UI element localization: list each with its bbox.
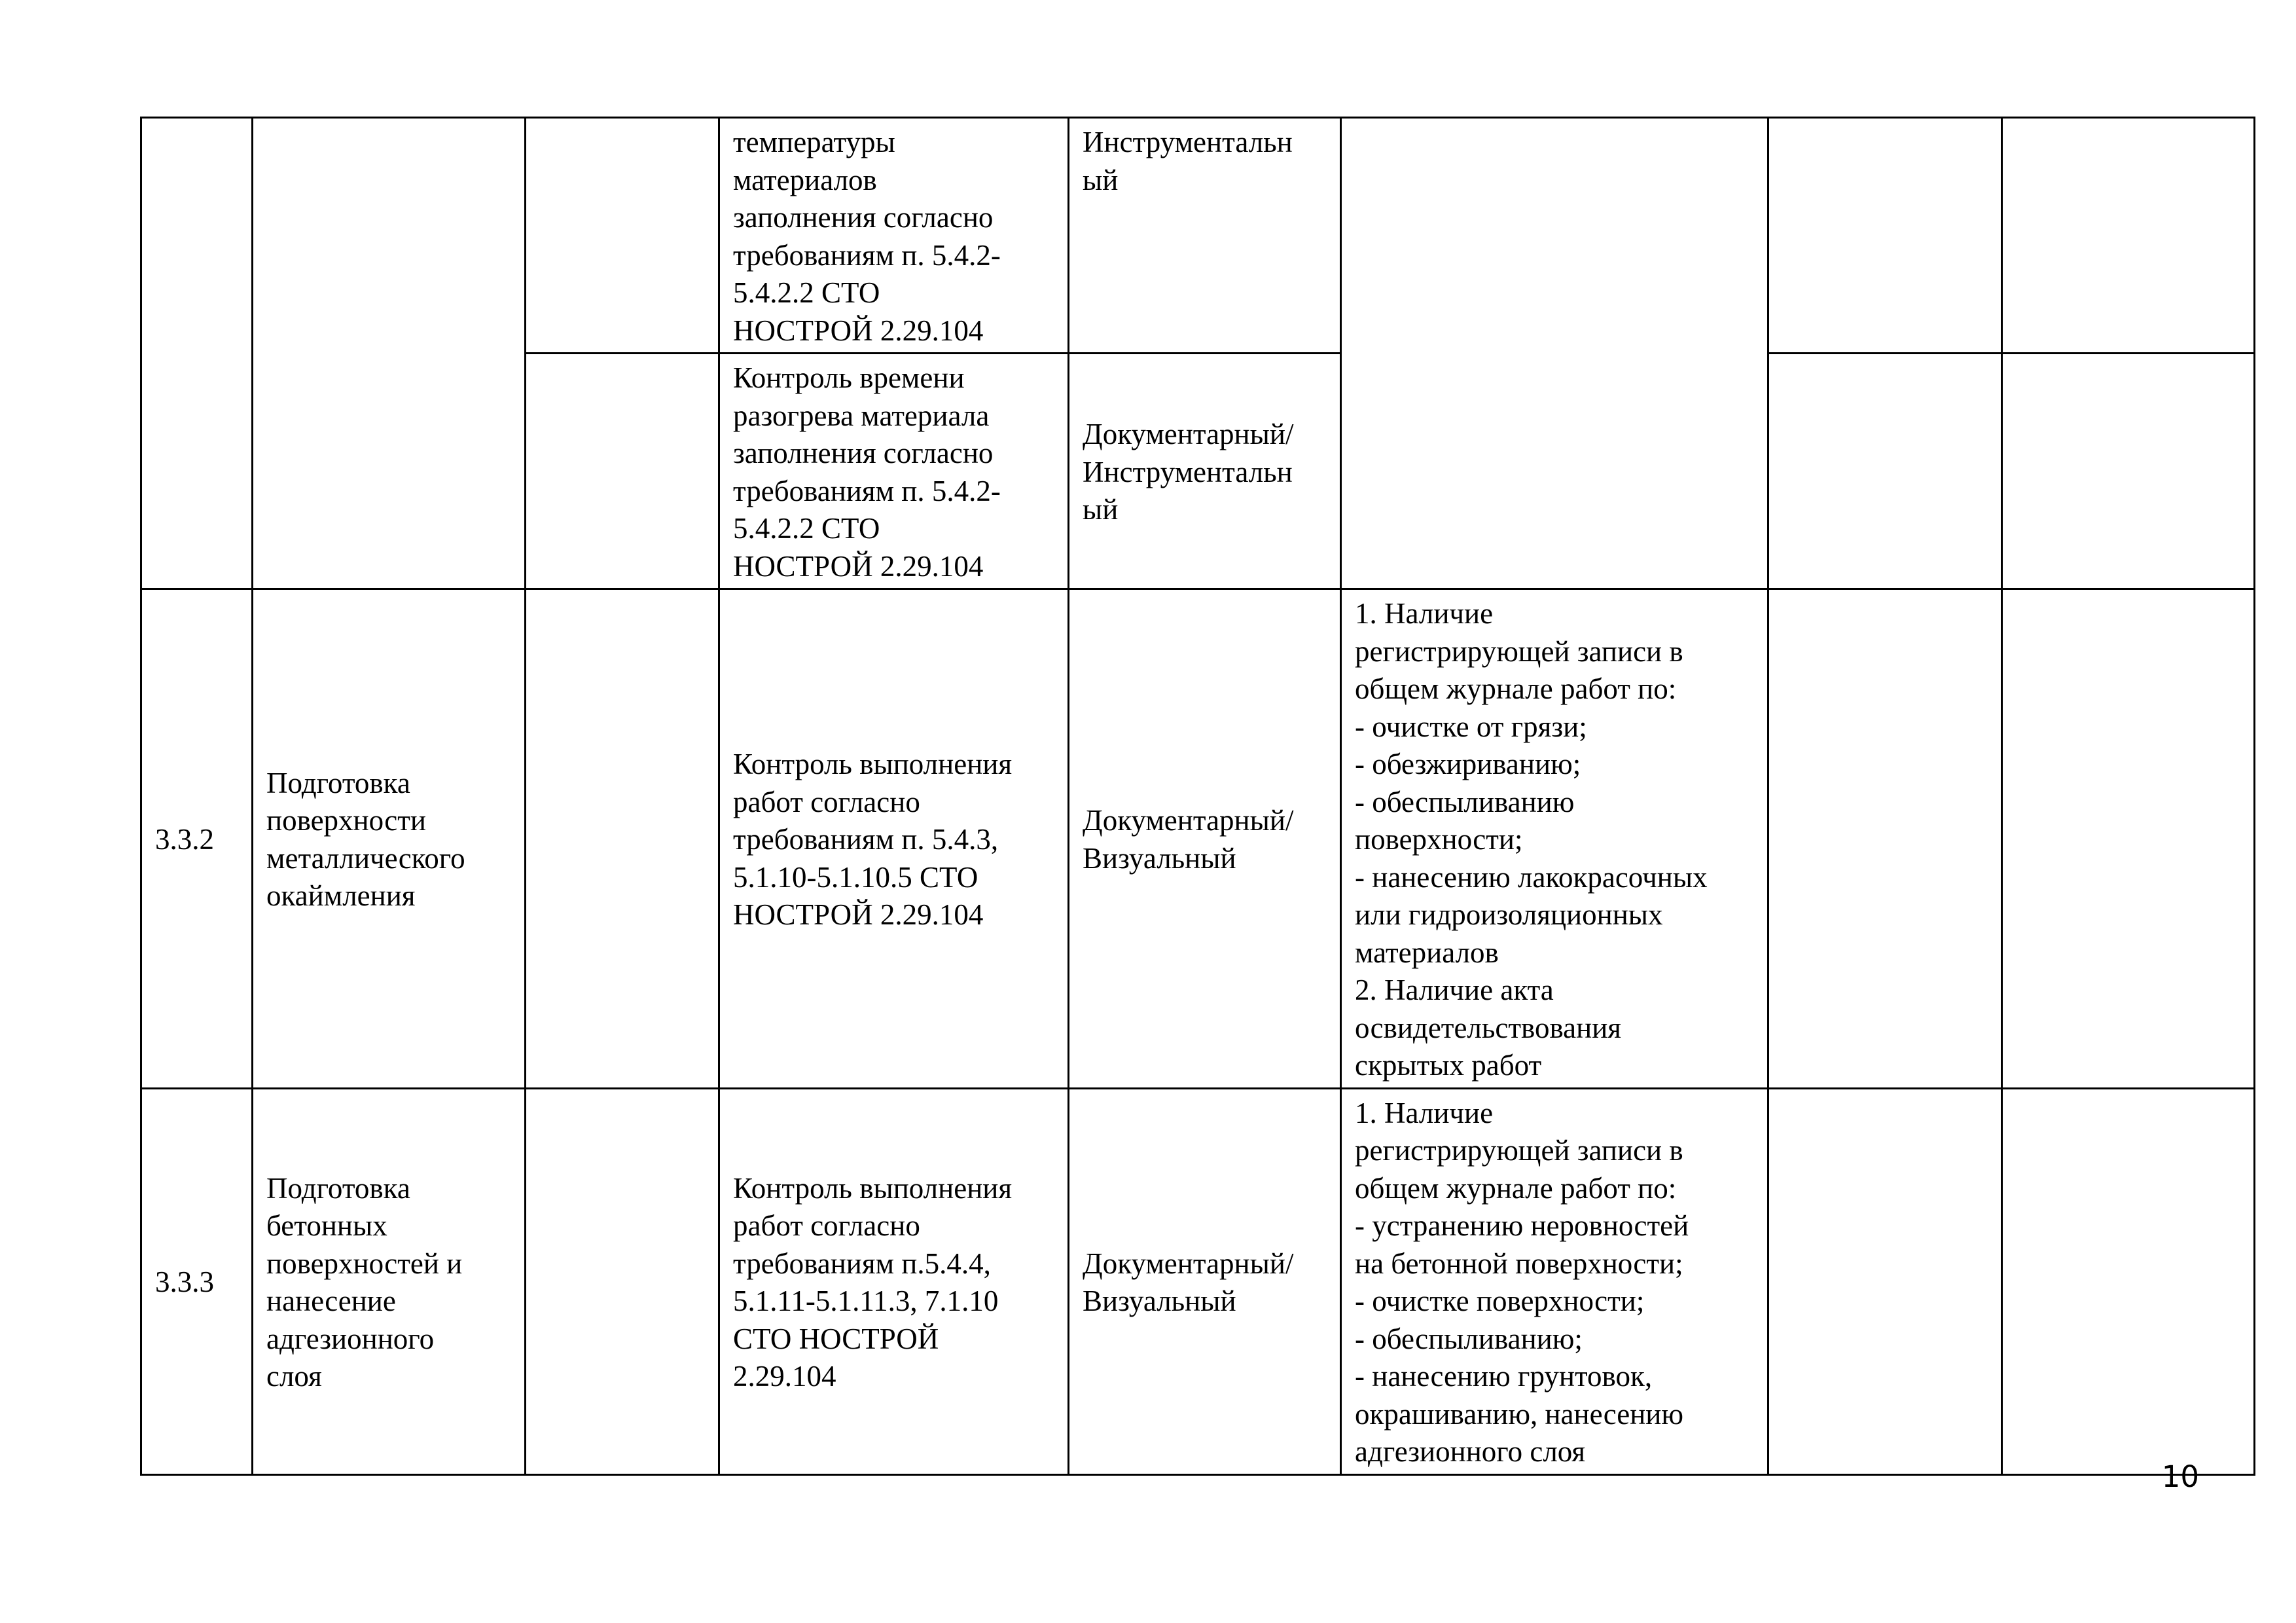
- cell-control-method: Контроль выполнения работ согласно требованиям п.5.4.4, 5.1.11-5.1.11.3, 7.1.10 СТО НОСТРОЙ 2.29.104: [719, 1088, 1069, 1474]
- cell-number: [141, 118, 253, 589]
- cell-documents: [1341, 118, 1768, 589]
- cell-empty: [1768, 354, 2002, 589]
- cell-stage: Подготовка бетонных поверхностей и нанесение адгезионного слоя: [253, 1088, 526, 1474]
- cell-documents: 1. Наличие регистрирующей записи в общем журнале работ по: - очистке от грязи; - обезжириванию; - обеспыливанию поверхности; - нанесению лакокрасочных или гидроизоляционных материалов 2. Наличие акта освидетельствования скрытых работ: [1341, 589, 1768, 1089]
- control-table: [140, 117, 2255, 1476]
- cell-control-type: Документарный/ Визуальный: [1069, 1088, 1341, 1474]
- cell-empty: [1768, 589, 2002, 1089]
- cell-stage: [253, 118, 526, 589]
- cell-empty: [526, 354, 719, 589]
- cell-empty: [526, 1088, 719, 1474]
- table-row: [141, 1088, 2255, 1474]
- cell-empty: [2002, 354, 2255, 589]
- cell-empty: [1768, 118, 2002, 354]
- cell-empty: [1768, 1088, 2002, 1474]
- cell-control-method: Контроль выполнения работ согласно требованиям п. 5.4.3, 5.1.10-5.1.10.5 СТО НОСТРОЙ 2.29.104: [719, 589, 1069, 1089]
- cell-control-method: температуры материалов заполнения согласно требованиям п. 5.4.2- 5.4.2.2 СТО НОСТРОЙ 2.29.104: [719, 118, 1069, 354]
- cell-empty: [2002, 118, 2255, 354]
- cell-control-type: Документарный/ Визуальный: [1069, 589, 1341, 1089]
- cell-number: 3.3.2: [141, 589, 253, 1089]
- cell-empty: [526, 118, 719, 354]
- cell-control-method: Контроль времени разогрева материала заполнения согласно требованиям п. 5.4.2- 5.4.2.2 СТО НОСТРОЙ 2.29.104: [719, 354, 1069, 589]
- cell-control-type: Инструментальн ый: [1069, 118, 1341, 354]
- cell-number: 3.3.3: [141, 1088, 253, 1474]
- cell-empty: [526, 589, 719, 1089]
- table-row: [141, 589, 2255, 1089]
- cell-empty: [2002, 1088, 2255, 1474]
- cell-control-type: Документарный/ Инструментальн ый: [1069, 354, 1341, 589]
- page-number: 10: [2161, 1459, 2199, 1494]
- cell-documents: 1. Наличие регистрирующей записи в общем журнале работ по: - устранению неровностей на бетонной поверхности; - очистке поверхности; - обеспыливанию; - нанесению грунтовок, окрашиванию, нанесению адгезионного слоя: [1341, 1088, 1768, 1474]
- cell-empty: [2002, 589, 2255, 1089]
- cell-stage: Подготовка поверхности металлического окаймления: [253, 589, 526, 1089]
- table-row: [141, 118, 2255, 354]
